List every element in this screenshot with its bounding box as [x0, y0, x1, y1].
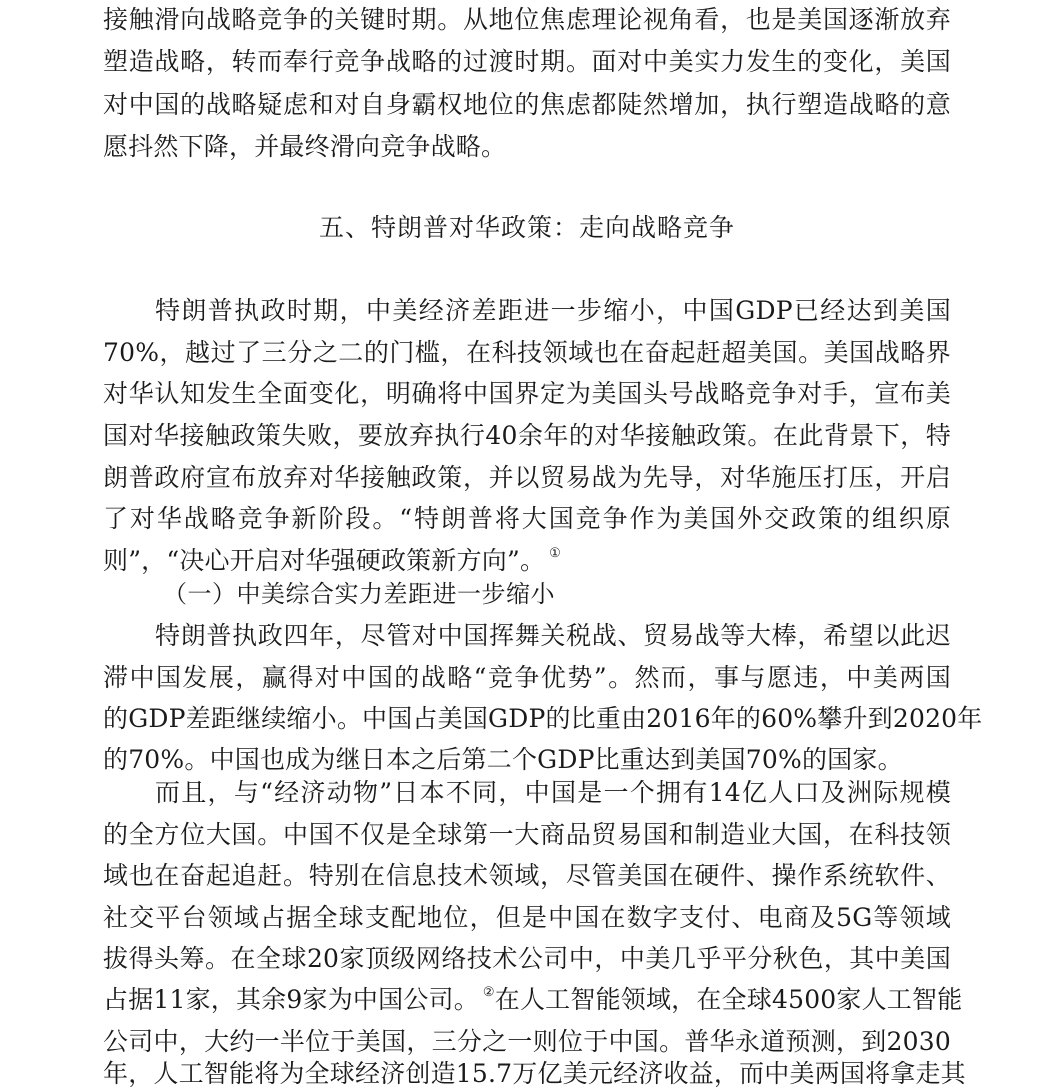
text-line: 的全方位大国。中国不仅是全球第一大商品贸易国和制造业大国，在科技领 [103, 820, 951, 849]
section-heading: 五、特朗普对华政策：走向战略竞争 [318, 213, 735, 242]
text-line: 的GDP差距继续缩小。中国占美国GDP的比重由2016年的60%攀升到2020年 [103, 704, 983, 733]
text-line: 对中国的战略疑虑和对自身霸权地位的焦虑都陡然增加，执行塑造战略的意 [103, 90, 951, 119]
text-line: 特朗普执政四年，尽管对中国挥舞关税战、贸易战等大棒，希望以此迟 [155, 621, 951, 650]
footnote-marker[interactable]: ② [482, 985, 495, 1000]
text-line: 的70%。中国也成为继日本之后第二个GDP比重达到美国70%的国家。 [103, 745, 903, 774]
text-line: 滞中国发展，赢得对中国的战略“竞争优势”。然而，事与愿违，中美两国 [103, 663, 951, 692]
text-line: 朗普政府宣布放弃对华接触政策，并以贸易战为先导，对华施压打压，开启 [103, 463, 951, 492]
subsection-heading: （一）中美综合实力差距进一步缩小 [163, 580, 555, 608]
footnote-marker[interactable]: ① [549, 546, 562, 561]
text-line: 愿抖然下降，并最终滑向竞争战略。 [103, 132, 507, 161]
text-line: 特朗普执政时期，中美经济差距进一步缩小，中国GDP已经达到美国 [155, 296, 951, 325]
text-line [103, 982, 963, 1018]
text-line: 而且，与“经济动物”日本不同，中国是一个拥有14亿人口及洲际规模 [155, 778, 951, 807]
text-line: 对华认知发生全面变化，明确将中国界定为美国头号战略竞争对手，宣布美 [103, 379, 951, 408]
text-line-content: 在人工智能领域，在全球4500家人工智能 [494, 985, 963, 1014]
text-line: 了对华战略竞争新阶段。“特朗普将大国竞争作为美国外交政策的组织原 [103, 504, 951, 533]
text-line: 年，人工智能将为全球经济创造15.7万亿美元经济收益，而中美两国将拿走其 [103, 1059, 966, 1088]
text-line: 社交平台领域占据全球支配地位，但是中国在数字支付、电商及5G等领域 [103, 903, 951, 932]
text-line: 接触滑向战略竞争的关键时期。从地位焦虑理论视角看，也是美国逐渐放弃 [103, 5, 951, 34]
text-line-content: 则”，“决心开启对华强硬政策新方向”。 [103, 546, 546, 575]
text-line: 70%，越过了三分之二的门槛，在科技领域也在奋起赶超美国。美国战略界 [103, 338, 951, 367]
text-line: 塑造战略，转而奉行竞争战略的过渡时期。面对中美实力发生的变化，美国 [103, 47, 951, 76]
text-line: 国对华接触政策失败，要放弃执行40余年的对华接触政策。在此背景下，特 [103, 421, 951, 450]
text-line: 拔得头筹。在全球20家顶级网络技术公司中，中美几乎平分秋色，其中美国 [103, 944, 951, 973]
text-line: 公司中，大约一半位于美国，三分之一则位于中国。普华永道预测，到2030 [103, 1027, 951, 1056]
text-line [103, 543, 951, 579]
text-line-content: 占据11家，其余9家为中国公司。 [103, 985, 479, 1014]
text-line: 域也在奋起追赶。特别在信息技术领域，尽管美国在硬件、操作系统软件、 [103, 861, 951, 890]
